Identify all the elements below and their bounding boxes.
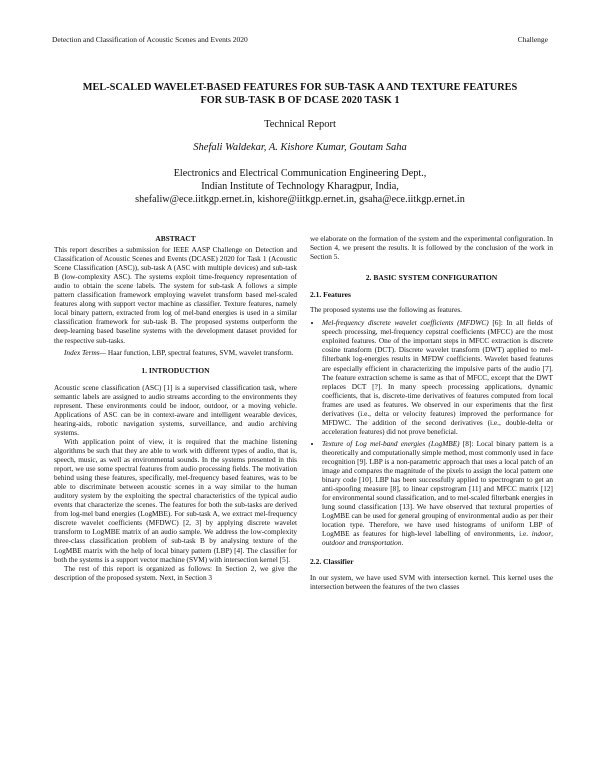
running-header-right: Challenge: [517, 35, 548, 44]
intro-paragraph-3-continued: we elaborate on the formation of the system and the experimental configuration. In Section 4, we present the results. It is followed by the conclusion of the work in Section 5.: [310, 234, 553, 262]
features-heading: 2.1. Features: [310, 290, 351, 300]
feature-logmbe-title: Texture of Log mel-band energies (LogMBE): [322, 438, 460, 448]
feature-mfdwc-title: Mel-frequency discrete wavelet coefficients (MFDWC): [322, 318, 489, 328]
separator-and: and: [345, 538, 360, 548]
affiliation: [60, 167, 540, 206]
system-heading: 2. BASIC SYSTEM CONFIGURATION: [365, 273, 498, 283]
sentence-end: .: [401, 538, 404, 548]
abstract-heading: ABSTRACT: [155, 234, 196, 243]
affiliation-dept: Electronics and Electrical Communication Engineering Dept.,: [173, 168, 427, 179]
title-line-2: FOR SUB-TASK B OF DCASE 2020 TASK 1: [200, 94, 400, 106]
features-intro: The proposed systems use the following as features.: [310, 305, 462, 315]
right-column: [310, 234, 553, 591]
feature-list: [310, 318, 553, 547]
abstract-text: This report describes a submission for IEEE AASP Challenge on Detection and Classification of Acoustic Scenes and Events (DCASE) 2020 for Task 1 (Acoustic Scene Classification (ASC)), sub-task A (ASC with multiple devices) and sub-task B (low-complexity ASC). The systems exploit time-frequency representation of audio to obtain the scene labels. The system for sub-task A follows a simple pattern classification framework employing wavelet transform based mel-scaled features along with support vector machine as classifier. Texture features, namely local binary pattern, extracted from log of mel-band energies is used in a similar classification framework for sub-task B. The proposed systems outperform the deep-learning based baseline systems with the development dataset provided for the respective sub-tasks.: [54, 245, 297, 345]
feature-logmbe-text: [8]: Local binary pattern is a theoretically and computationally simple method, most commonly used in face recognition [9]. LBP is a non-parametric approach that uses a local patch of an image and compares the magnitude of the pixels to assign the local pattern one binary code [10]. LBP has been successfully applied to spectrogram to get an anti-spoofing measure [8], to linear cepstrogram [11] and MFCC matrix [12] for environmental sound classification, and to mel-scaled filterbank energies in lung sound classification [13]. We have observed that textural properties of LogMBE can be used for general grouping of environmental audio as per their location type. Therefore, we have used histograms of uniform LBP of LogMBE as features for high-level labelling of environments, i.e.: [322, 438, 553, 539]
paper-title: [40, 82, 560, 107]
title-line-1: MEL-SCALED WAVELET-BASED FEATURES FOR SUB-TASK A AND TEXTURE FEATURES: [82, 82, 518, 93]
affiliation-emails: shefaliw@ece.iitkgp.ernet.in, kishore@iitkgp.ernet.in, gsaha@ece.iitkgp.ernet.in: [135, 194, 465, 205]
feature-item-mfdwc: [322, 318, 553, 436]
intro-paragraph-1: Acoustic scene classification (ASC) [1] is a supervised classification task, where semantic labels are assigned to audio streams according to the environments they represent. These environments could be indoor, outdoor, or a moving vehicle. Applications of ASC can be in context-aware and intelligent wearable devices, hearing-aids, robotic navigation systems, surveillance, and audio archiving systems.: [54, 382, 297, 437]
intro-paragraph-2: With application point of view, it is required that the machine listening algorithms be such that they are able to work with different types of audio, that is, speech, music, as well as environmental sounds. In the systems presented in this report, we use some spectral features from audio processing fields. The motivation behind using these features, specifically, mel-frequency based features, was to be able to discriminate between acoustic scenes in a way similar to the human auditory system by the exploiting the spectral characteristics of the typical audio events that characterize the scenes. The features for both the sub-tasks are derived from log-mel band energies (LogMBE). For sub-task A, we extract mel-frequency discrete wavelet coefficients (MFDWC) [2, 3] by applying discrete wavelet transform to LogMBE matrix of an audio sample. We address the low-complexity three-class classification problem of sub-task B by analysing texture of the LogMBE matrix with the help of local binary pattern (LBP) [4]. The classifier for both the systems is a support vector machine (SVM) with intersection kernel [5].: [54, 436, 297, 564]
index-terms-text: Haar function, LBP, spectral features, SVM, wavelet transform.: [106, 347, 294, 357]
index-terms: [54, 348, 297, 357]
label-transportation: transportation: [359, 538, 402, 548]
feature-item-logmbe: [322, 439, 553, 548]
report-type: Technical Report: [264, 119, 336, 130]
separator-comma: ,: [551, 529, 553, 539]
introduction-heading: 1. INTRODUCTION: [141, 365, 210, 375]
index-terms-label: Index Terms—: [64, 347, 107, 357]
running-header-left: Detection and Classification of Acoustic Scenes and Events 2020: [52, 35, 248, 44]
label-outdoor: outdoor: [322, 538, 346, 548]
label-indoor: indoor: [531, 529, 552, 539]
classifier-text: In our system, we have used SVM with intersection kernel. This kernel uses the intersection between the features of the two classes: [310, 572, 553, 591]
intro-paragraph-3: The rest of this report is organized as follows: In Section 2, we give the description of the proposed system. Next, in Section 3: [54, 563, 297, 582]
authors: Shefali Waldekar, A. Kishore Kumar, Goutam Saha: [193, 142, 407, 153]
feature-mfdwc-text: [6]: In all fields of speech processing, mel-frequency cepstral coefficients (MFCC) are the most exploited features. One of the important steps in MFCC extraction is discrete cosine transform (DCT). Discrete wavelet transform (DWT) applied to mel-filterbank log-energies results in MFDW coefficients. Wavelet based features are especially efficient in characterizing the impulsive parts of the audio [7]. The feature extraction scheme is same as that of MFCC, except that the DWT replaces DCT [?]. In many speech processing applications, dynamic coefficients, that is, discrete-time derivatives of features computed from local frames are used as features. We observed in our experiments that the first derivatives (i.e., delta or velocity features) improved the performance for MFDWC. The addition of the second derivatives (i.e., double-delta or acceleration features) did not prove beneficial.: [322, 318, 553, 436]
affiliation-institute: Indian Institute of Technology Kharagpur, India,: [201, 181, 399, 192]
left-column: [54, 234, 297, 582]
classifier-heading: 2.2. Classifier: [310, 557, 354, 567]
